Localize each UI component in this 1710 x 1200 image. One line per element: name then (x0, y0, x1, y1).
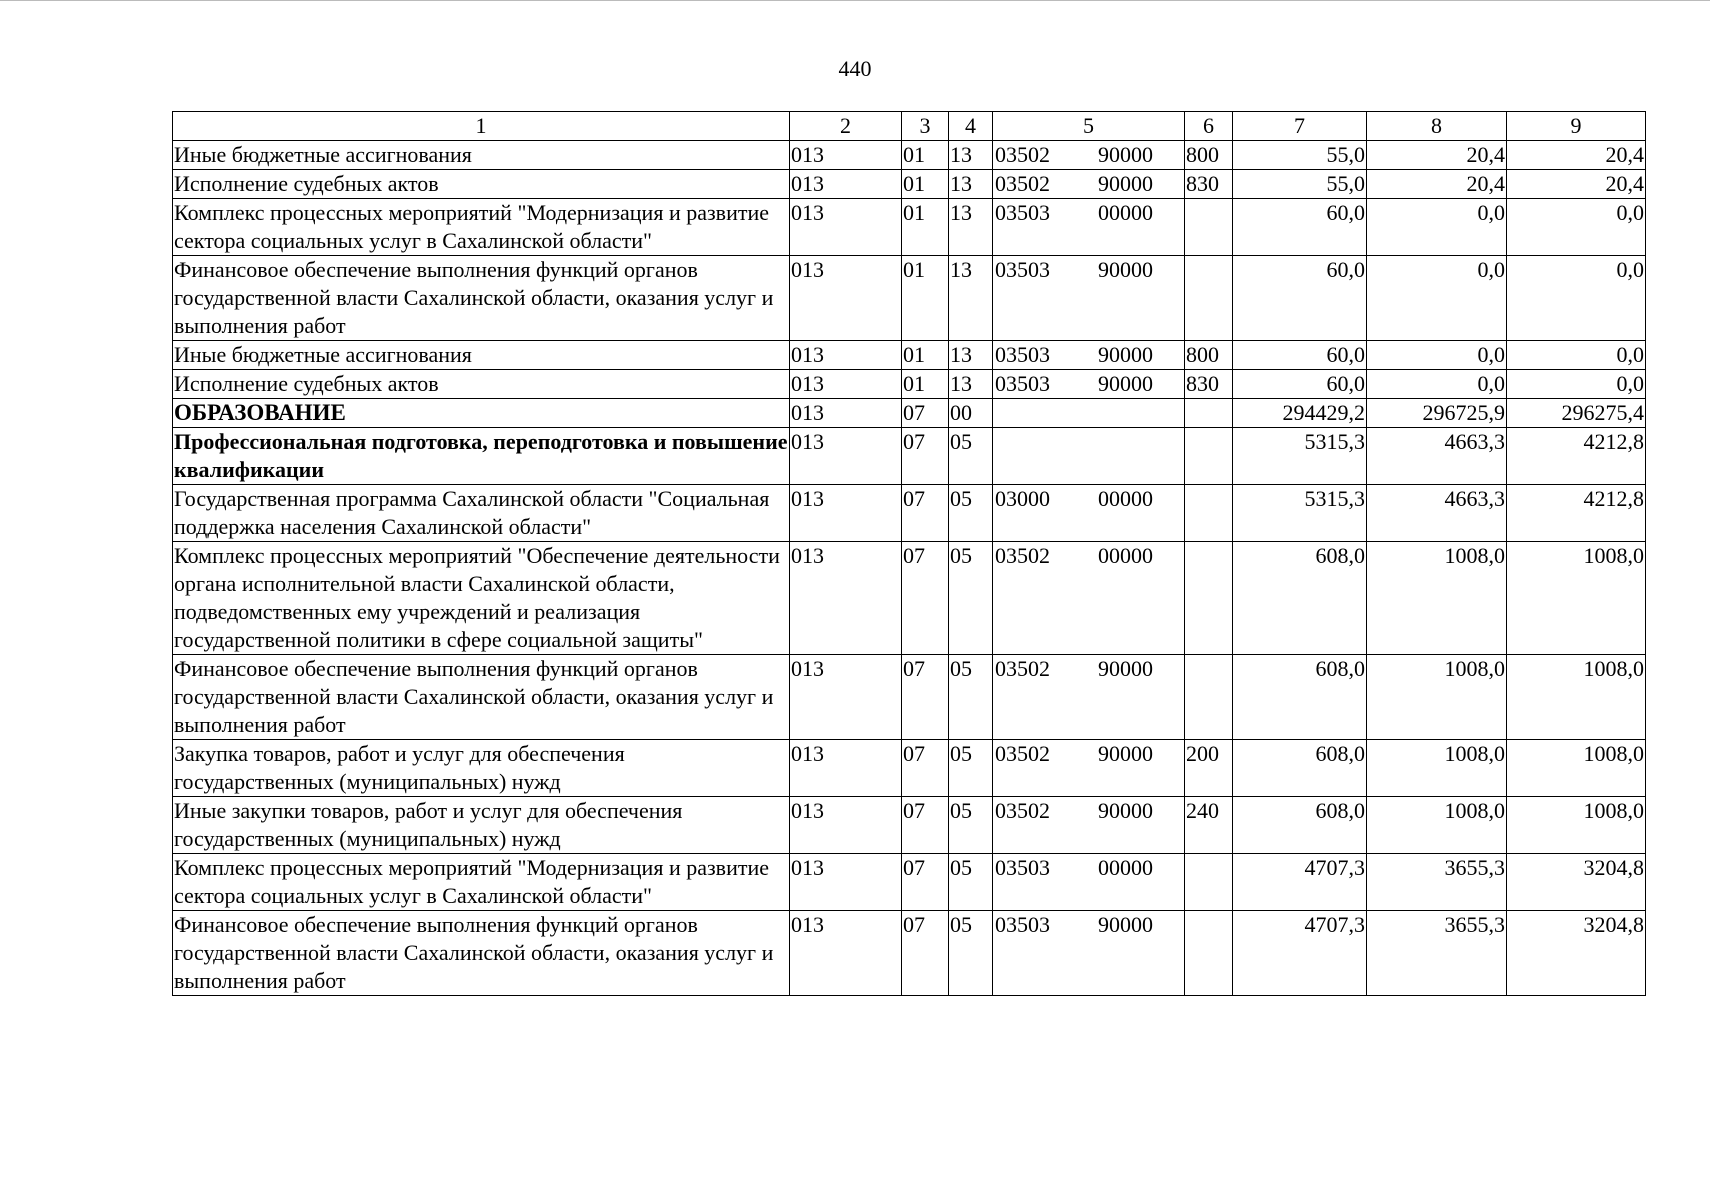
row-code-2-cell: 013 (790, 341, 902, 370)
table-row (173, 911, 1646, 996)
row-code-5-cell (993, 370, 1185, 399)
row-value-7-cell: 608,0 (1233, 740, 1367, 797)
row-name-cell: Исполнение судебных актов (173, 170, 790, 199)
row-code-5-cell (993, 485, 1185, 542)
row-code-4-cell: 13 (949, 199, 993, 256)
row-code-2-cell: 013 (790, 428, 902, 485)
row-code-3-cell: 07 (902, 428, 949, 485)
row-code-5-part-b: 90000 (1098, 171, 1153, 196)
row-value-8-cell: 1008,0 (1367, 740, 1507, 797)
row-code-2-cell: 013 (790, 370, 902, 399)
row-code-5-part-a: 03502 (995, 543, 1050, 568)
row-code-3-cell: 07 (902, 542, 949, 655)
row-code-2-cell: 013 (790, 199, 902, 256)
row-code-5-part-a: 03503 (995, 912, 1050, 937)
table-row (173, 854, 1646, 911)
row-code-3-cell: 07 (902, 854, 949, 911)
row-code-2-cell: 013 (790, 854, 902, 911)
scan-edge-line (0, 0, 1710, 1)
column-header-6: 6 (1185, 112, 1233, 141)
table-row (173, 341, 1646, 370)
row-code-3-cell: 01 (902, 199, 949, 256)
row-value-8-cell: 0,0 (1367, 341, 1507, 370)
row-value-7-cell: 55,0 (1233, 141, 1367, 170)
budget-table (172, 111, 1646, 996)
table-header-row (173, 112, 1646, 141)
row-code-6-cell (1185, 199, 1233, 256)
row-code-6-cell (1185, 256, 1233, 341)
row-code-4-cell: 05 (949, 911, 993, 996)
row-code-6-cell (1185, 542, 1233, 655)
column-header-4: 4 (949, 112, 993, 141)
row-name-cell: Финансовое обеспечение выполнения функций органов государственной власти Сахалинской области, оказания услуг и выполнения работ (173, 911, 790, 996)
row-code-6-cell: 240 (1185, 797, 1233, 854)
row-value-9-cell: 4212,8 (1507, 485, 1646, 542)
column-header-7: 7 (1233, 112, 1367, 141)
row-value-9-cell: 0,0 (1507, 199, 1646, 256)
row-code-5-part-a: 03502 (995, 142, 1050, 167)
row-name-cell: Государственная программа Сахалинской области "Социальная поддержка населения Сахалинской области" (173, 485, 790, 542)
row-value-7-cell: 608,0 (1233, 655, 1367, 740)
table-row (173, 256, 1646, 341)
row-code-2-cell: 013 (790, 141, 902, 170)
row-code-4-cell: 13 (949, 141, 993, 170)
row-code-5-cell (993, 542, 1185, 655)
row-value-8-cell: 4663,3 (1367, 485, 1507, 542)
row-code-2-cell: 013 (790, 256, 902, 341)
row-value-7-cell: 608,0 (1233, 797, 1367, 854)
row-code-5-cell (993, 428, 1185, 485)
row-code-5-part-a: 03502 (995, 798, 1050, 823)
row-code-5-part-b: 90000 (1098, 371, 1153, 396)
row-code-4-cell: 13 (949, 341, 993, 370)
row-value-9-cell: 1008,0 (1507, 740, 1646, 797)
row-code-5-cell (993, 256, 1185, 341)
row-code-5-part-b: 00000 (1098, 200, 1153, 225)
row-value-9-cell: 3204,8 (1507, 911, 1646, 996)
row-code-2-cell: 013 (790, 911, 902, 996)
row-code-5-cell (993, 399, 1185, 428)
table-row (173, 740, 1646, 797)
row-code-2-cell: 013 (790, 740, 902, 797)
row-code-5-cell (993, 341, 1185, 370)
row-code-3-cell: 01 (902, 256, 949, 341)
row-name-cell: Исполнение судебных актов (173, 370, 790, 399)
row-code-5-part-a: 03502 (995, 171, 1050, 196)
row-code-5-part-a: 03503 (995, 342, 1050, 367)
row-name-cell: Финансовое обеспечение выполнения функций органов государственной власти Сахалинской области, оказания услуг и выполнения работ (173, 256, 790, 341)
row-value-7-cell: 55,0 (1233, 170, 1367, 199)
row-code-5-cell (993, 911, 1185, 996)
row-code-5-part-b: 90000 (1098, 142, 1153, 167)
row-code-3-cell: 07 (902, 399, 949, 428)
row-value-7-cell: 4707,3 (1233, 911, 1367, 996)
row-value-9-cell: 1008,0 (1507, 797, 1646, 854)
row-code-4-cell: 05 (949, 740, 993, 797)
table-row (173, 170, 1646, 199)
row-code-2-cell: 013 (790, 399, 902, 428)
row-code-5-part-b: 90000 (1098, 656, 1153, 681)
row-value-9-cell: 3204,8 (1507, 854, 1646, 911)
row-name-cell: Иные бюджетные ассигнования (173, 341, 790, 370)
row-code-2-cell: 013 (790, 170, 902, 199)
row-value-8-cell: 0,0 (1367, 199, 1507, 256)
row-code-4-cell: 05 (949, 542, 993, 655)
row-value-8-cell: 4663,3 (1367, 428, 1507, 485)
table-row (173, 141, 1646, 170)
row-value-7-cell: 60,0 (1233, 256, 1367, 341)
row-code-3-cell: 07 (902, 485, 949, 542)
row-code-3-cell: 01 (902, 341, 949, 370)
row-code-5-part-b: 90000 (1098, 342, 1153, 367)
row-name-cell: Профессиональная подготовка, переподготовка и повышение квалификации (173, 428, 790, 485)
row-code-5-part-b: 00000 (1098, 486, 1153, 511)
row-code-5-part-a: 03503 (995, 371, 1050, 396)
row-code-6-cell: 200 (1185, 740, 1233, 797)
row-value-9-cell: 0,0 (1507, 256, 1646, 341)
row-code-5-cell (993, 199, 1185, 256)
row-code-6-cell (1185, 911, 1233, 996)
row-code-6-cell (1185, 428, 1233, 485)
row-code-2-cell: 013 (790, 797, 902, 854)
row-value-7-cell: 60,0 (1233, 199, 1367, 256)
page-number: 440 (838, 56, 872, 81)
row-value-7-cell: 5315,3 (1233, 428, 1367, 485)
column-header-5: 5 (993, 112, 1185, 141)
row-value-8-cell: 3655,3 (1367, 911, 1507, 996)
row-value-9-cell: 20,4 (1507, 170, 1646, 199)
column-header-1: 1 (173, 112, 790, 141)
row-value-7-cell: 5315,3 (1233, 485, 1367, 542)
row-value-8-cell: 296725,9 (1367, 399, 1507, 428)
table-row (173, 797, 1646, 854)
row-name-cell: Комплекс процессных мероприятий "Модернизация и развитие сектора социальных услуг в Сахалинской области" (173, 199, 790, 256)
row-code-5-part-b: 90000 (1098, 798, 1153, 823)
row-code-5-part-a: 03503 (995, 257, 1050, 282)
row-value-9-cell: 1008,0 (1507, 655, 1646, 740)
row-code-5-part-a: 03502 (995, 656, 1050, 681)
row-value-8-cell: 1008,0 (1367, 542, 1507, 655)
row-value-8-cell: 20,4 (1367, 170, 1507, 199)
row-value-7-cell: 608,0 (1233, 542, 1367, 655)
row-code-3-cell: 07 (902, 655, 949, 740)
row-code-6-cell: 830 (1185, 170, 1233, 199)
row-code-5-part-a: 03503 (995, 200, 1050, 225)
row-code-5-cell (993, 655, 1185, 740)
row-name-cell: ОБРАЗОВАНИЕ (173, 399, 790, 428)
row-code-5-part-a: 03503 (995, 855, 1050, 880)
row-code-4-cell: 05 (949, 485, 993, 542)
row-code-3-cell: 07 (902, 740, 949, 797)
column-header-2: 2 (790, 112, 902, 141)
row-code-5-part-a: 03502 (995, 741, 1050, 766)
row-code-5-part-b: 90000 (1098, 257, 1153, 282)
row-code-5-cell (993, 797, 1185, 854)
row-code-5-cell (993, 141, 1185, 170)
row-value-8-cell: 0,0 (1367, 370, 1507, 399)
row-value-7-cell: 294429,2 (1233, 399, 1367, 428)
row-code-3-cell: 01 (902, 141, 949, 170)
row-code-5-part-b: 00000 (1098, 855, 1153, 880)
row-code-6-cell: 830 (1185, 370, 1233, 399)
table-row (173, 199, 1646, 256)
table-row (173, 542, 1646, 655)
table-row (173, 370, 1646, 399)
row-code-4-cell: 13 (949, 256, 993, 341)
row-code-5-part-b: 90000 (1098, 912, 1153, 937)
row-code-4-cell: 00 (949, 399, 993, 428)
row-code-4-cell: 05 (949, 428, 993, 485)
row-value-9-cell: 0,0 (1507, 341, 1646, 370)
table-row (173, 655, 1646, 740)
row-code-6-cell (1185, 399, 1233, 428)
row-value-9-cell: 20,4 (1507, 141, 1646, 170)
row-value-8-cell: 0,0 (1367, 256, 1507, 341)
row-code-3-cell: 01 (902, 370, 949, 399)
row-code-4-cell: 05 (949, 854, 993, 911)
row-value-9-cell: 296275,4 (1507, 399, 1646, 428)
row-code-2-cell: 013 (790, 485, 902, 542)
row-name-cell: Иные бюджетные ассигнования (173, 141, 790, 170)
row-code-5-cell (993, 170, 1185, 199)
row-name-cell: Иные закупки товаров, работ и услуг для обеспечения государственных (муниципальных) нужд (173, 797, 790, 854)
row-value-8-cell: 1008,0 (1367, 655, 1507, 740)
row-code-3-cell: 07 (902, 797, 949, 854)
column-header-9: 9 (1507, 112, 1646, 141)
row-value-9-cell: 4212,8 (1507, 428, 1646, 485)
table-row (173, 485, 1646, 542)
row-code-6-cell (1185, 485, 1233, 542)
row-code-4-cell: 13 (949, 370, 993, 399)
row-name-cell: Комплекс процессных мероприятий "Модернизация и развитие сектора социальных услуг в Сахалинской области" (173, 854, 790, 911)
row-code-3-cell: 07 (902, 911, 949, 996)
row-code-5-part-b: 90000 (1098, 741, 1153, 766)
row-code-6-cell (1185, 655, 1233, 740)
row-code-2-cell: 013 (790, 655, 902, 740)
row-code-2-cell: 013 (790, 542, 902, 655)
row-code-6-cell: 800 (1185, 141, 1233, 170)
row-name-cell: Закупка товаров, работ и услуг для обеспечения государственных (муниципальных) нужд (173, 740, 790, 797)
row-code-5-cell (993, 740, 1185, 797)
row-code-3-cell: 01 (902, 170, 949, 199)
row-value-9-cell: 1008,0 (1507, 542, 1646, 655)
column-header-3: 3 (902, 112, 949, 141)
row-value-8-cell: 3655,3 (1367, 854, 1507, 911)
row-code-4-cell: 13 (949, 170, 993, 199)
row-code-4-cell: 05 (949, 797, 993, 854)
row-name-cell: Финансовое обеспечение выполнения функций органов государственной власти Сахалинской области, оказания услуг и выполнения работ (173, 655, 790, 740)
column-header-8: 8 (1367, 112, 1507, 141)
row-code-4-cell: 05 (949, 655, 993, 740)
row-code-5-part-b: 00000 (1098, 543, 1153, 568)
row-value-8-cell: 1008,0 (1367, 797, 1507, 854)
row-value-9-cell: 0,0 (1507, 370, 1646, 399)
table-row (173, 399, 1646, 428)
table-row (173, 428, 1646, 485)
row-code-5-cell (993, 854, 1185, 911)
row-code-6-cell: 800 (1185, 341, 1233, 370)
table-body (173, 141, 1646, 996)
row-code-6-cell (1185, 854, 1233, 911)
row-value-7-cell: 4707,3 (1233, 854, 1367, 911)
row-value-8-cell: 20,4 (1367, 141, 1507, 170)
row-name-cell: Комплекс процессных мероприятий "Обеспечение деятельности органа исполнительной власти Сахалинской области, подведомственных ему учреждений и реализация государственной политики в сфере социальной защиты" (173, 542, 790, 655)
row-value-7-cell: 60,0 (1233, 370, 1367, 399)
row-value-7-cell: 60,0 (1233, 341, 1367, 370)
row-code-5-part-a: 03000 (995, 486, 1050, 511)
